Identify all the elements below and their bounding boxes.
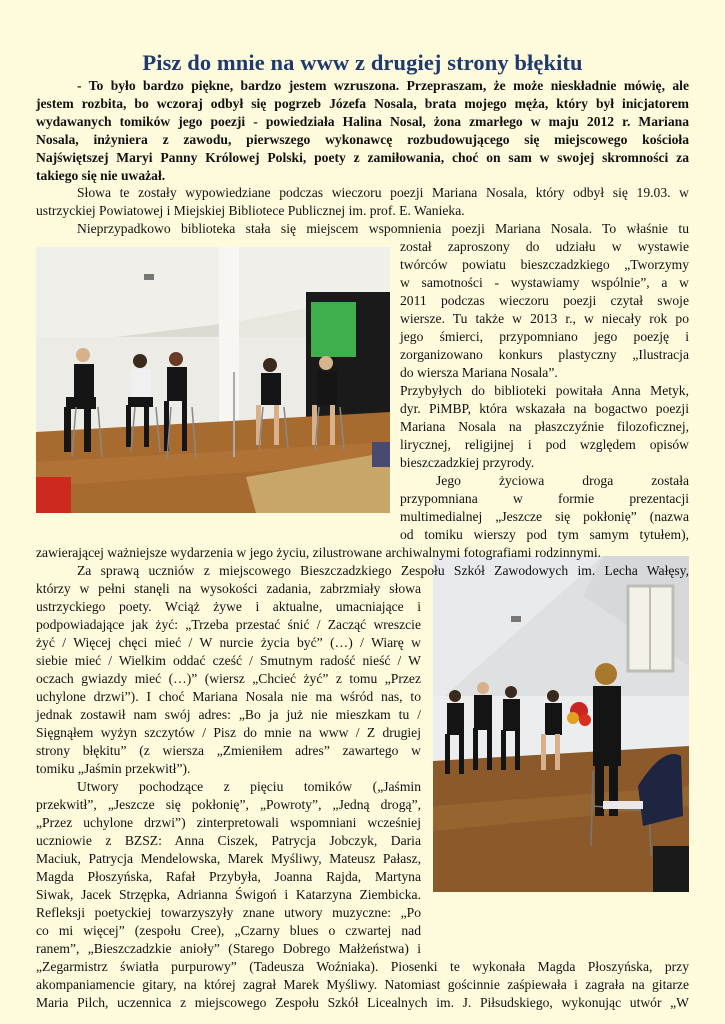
para7-line-5: Maciuk, Patrycja Mendelowska, Marek Myśliwy, Mateusz Pałasz, xyxy=(36,851,421,866)
intro-line-2: jestem rozbita, bo wczoraj odbył się pogrzeb Józefa Nosala, brata mojego męża, który był inicjatorem xyxy=(36,96,689,111)
para7-line-9: co mi więcej” (zespołu Cree), „Czarny blues o czwartej nad xyxy=(36,923,421,938)
para3-line-5: 2011 podczas wieczoru poezji czytał swoje xyxy=(400,293,689,308)
para5-line-4: od tomiku wierszy pod tym samym tytułem), xyxy=(400,527,689,542)
para3-line-7: jego śmierci, przypomniano jego poezję i xyxy=(400,329,689,344)
para4-line-3: Mariana Nosala na płaszczyźnie filozoficznej, xyxy=(400,419,689,434)
intro-line-4: Nosala, inżyniera z zawodu, pierwszego wykonawcę rozbudowującego się miejscowego kościoła xyxy=(36,132,689,147)
para4-line-2: dyr. PiMBP, która wskazała na bogactwo poezji xyxy=(400,401,689,416)
para7-line-11: „Zegarmistrz światła purpurowy” (Tadeusza Woźniaka). Piosenki te wykonała Magda Płoszyńska, przy xyxy=(36,959,689,974)
para3-line-3: twórców powiatu bieszczadzkiego „Tworzymy xyxy=(400,257,689,272)
para2-line-2: ustrzyckiej Powiatowej i Miejskiej Bibliotece Publicznej im. prof. E. Wanieka. xyxy=(36,203,465,218)
para7-line-4: uczniowie z BZSZ: Anna Ciszek, Patrycja Jobczyk, Daria xyxy=(36,833,421,848)
para7-line-8: Refleksji poetyckiej towarzyszyły znane utwory muzyczne: „Po xyxy=(36,905,421,920)
para6-line-7: oczach gwiazdy mieć (…)” (wiersz „Chcieć żyć” z tomu „Przez xyxy=(36,671,421,686)
para6-line-1: Za sprawą uczniów z miejscowego Bieszczadzkiego Zespołu Szkół Zawodowych im. Lecha Wałęsy, xyxy=(77,563,689,578)
article-title: Pisz do mnie na www z drugiej strony błękitu xyxy=(142,50,583,76)
para5-line-1: Jego życiowa droga została xyxy=(436,473,689,488)
para6-line-4: podpowiadające jak żyć: „Trzeba przestać śnić / Zacząć wreszcie xyxy=(36,617,421,632)
para7-line-12: akompaniamencie gitary, na której zagrał Marek Myśliwy. Natomiast gościnnie zaśpiewała i zagrała na gitarze xyxy=(36,977,689,992)
para7-line-13: Maria Pilch, uczennica z miejscowego Zespołu Szkół Licealnych im. J. Piłsudskiego, wykonując utwór „W xyxy=(36,995,689,1010)
para7-line-2: przekwitł”, „Jeszcze się pokłonię”, „Powroty”, „Jedną drogą”, xyxy=(36,797,421,812)
para4-line-5: bieszczadzkiej przyrody. xyxy=(400,455,535,470)
para6-line-9: jednak zostawił nam swój adres: „Bo ja już nie mieszkam tu / xyxy=(36,707,421,722)
para7-line-7: Siwak, Jacek Strzępka, Adrianna Świgoń i Katarzyna Ziembicka. xyxy=(36,887,421,902)
intro-line-5: Najświętszej Maryi Panny Królowej Polski, poety z zamiłowania, choć on sam w swojej skromności za xyxy=(36,150,689,165)
para7-line-1: Utwory pochodzące z pięciu tomików („Jaśmin xyxy=(77,779,421,794)
para6-line-5: żyć / Więcej chęci mieć / W nurcie życia być” (…) / Wiarę w xyxy=(36,635,421,650)
para6-line-11: strony błękitu” (z wiersza „Zmieniłem adres” zawartego w xyxy=(36,743,421,758)
intro-line-3: wydawanych tomików jego poezji - powiedziała Halina Nosal, żona zmarłego w maju 2012 r. Mariana xyxy=(36,114,689,129)
para7-line-6: Magda Płoszyńska, Rafał Przybyła, Joanna Rajda, Martyna xyxy=(36,869,421,884)
para2-line-1: Słowa te zostały wypowiedziane podczas wieczoru poezji Mariana Nosala, który odbył się 19.03. w xyxy=(77,185,689,200)
para5-line-3: multimedialnej „Jeszcze się pokłonię” (nazwa xyxy=(400,509,689,524)
para5-line-2: przypomniana w formie prezentacji xyxy=(400,491,689,506)
para6-line-10: Sięgnąłem wyżyn szczytów / Pisz do mnie na www / Z drugiej xyxy=(36,725,421,740)
para6-line-2: którzy w pełni stanęli na wysokości zadania, zabrzmiały słowa xyxy=(36,581,421,596)
para4-line-1: Przybyłych do biblioteki powitała Anna Metyk, xyxy=(400,383,689,398)
para4-line-4: lirycznej, religijnej i pod względem opisów xyxy=(400,437,689,452)
para7-line-3: „Przez uchylone drzwi”) zinterpretowali wspomniani wcześniej xyxy=(36,815,421,830)
intro-line-6: takiego się nie uważał. xyxy=(36,168,166,183)
intro-line-1: - To było bardzo piękne, bardzo jestem wzruszona. Przepraszam, że może nieskładnie mówię, ale xyxy=(77,78,689,93)
para6-line-12: tomiku „Jaśmin przekwitł”). xyxy=(36,761,191,776)
para3-line-9: do wiersza Mariana Nosala”. xyxy=(400,365,558,380)
para3-line-2: został zaproszony do udziału w wystawie xyxy=(400,239,689,254)
para3-line-6: wiersze. Tu także w 2013 r., w niecały rok po xyxy=(400,311,689,326)
para6-line-8: uchylone drzwi”). I choć Mariana Nosala nie ma wśród nas, to xyxy=(36,689,421,704)
para7-line-10: ranem”, „Bieszczadzkie anioły” (Starego Dobrego Małżeństwa) i xyxy=(36,941,421,956)
para6-line-3: ustrzyckiego poety. Wciąż żywe i aktualne, umacniające i xyxy=(36,599,421,614)
para3-line-4: w samotności - wystawiamy wspólnie”, a w xyxy=(400,275,689,290)
para5-line-5: zawierającej ważniejsze wydarzenia w jego życiu, zilustrowane archiwalnymi fotografiami rodzinnymi. xyxy=(36,545,602,560)
para6-line-6: siebie mieć / Wielkim oddać cześć / Smutnym radość nieść / W xyxy=(36,653,421,668)
para3-line-8: zorganizowano konkurs plastyczny „Ilustracja xyxy=(400,347,689,362)
para3-line-1: Nieprzypadkowo biblioteka stała się miejscem wspomnienia poezji Mariana Nosala. To właśnie tu xyxy=(77,221,689,236)
